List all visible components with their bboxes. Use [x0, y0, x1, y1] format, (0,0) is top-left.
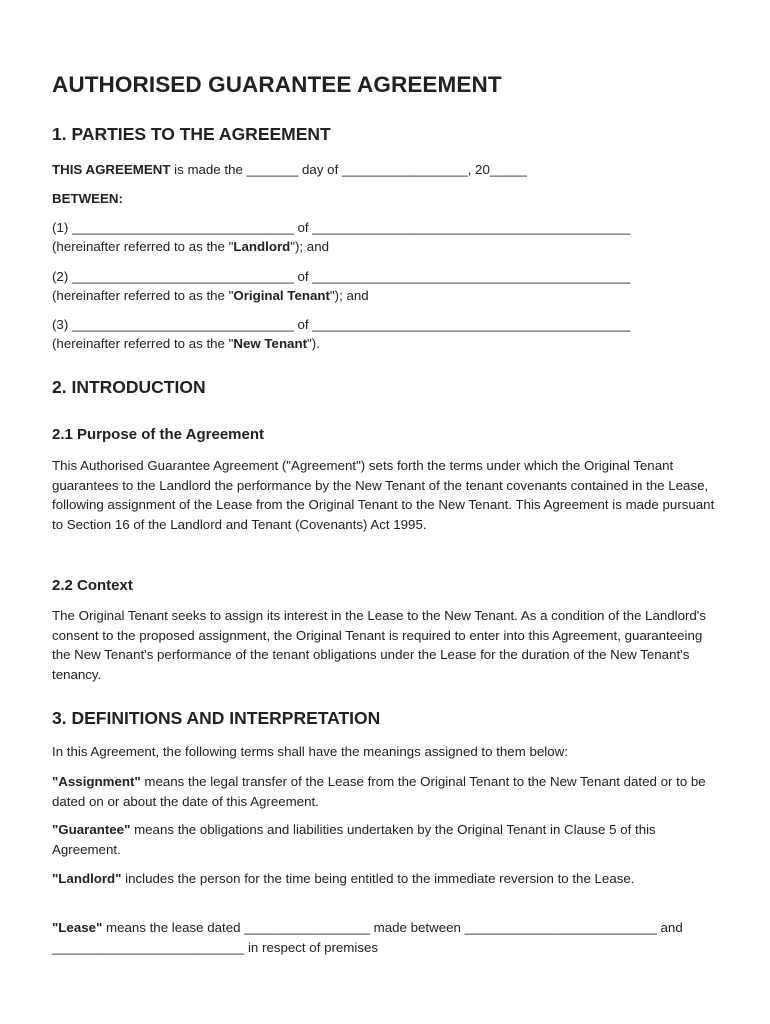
party-2-role: (hereinafter referred to as the "Original Tenant"); and — [52, 288, 369, 303]
term-guarantee: "Guarantee" — [52, 822, 131, 837]
party-3-line: (3) ______________________________ of ___________________________________________ — [52, 317, 631, 332]
definition-lease: "Lease" means the lease dated _________________ made between __________________________ and __________________________ in respect of premises — [52, 920, 683, 955]
role-new-tenant: New Tenant — [233, 336, 308, 351]
party-2-line: (2) ______________________________ of ___________________________________________ — [52, 269, 631, 284]
section-2-heading: 2. INTRODUCTION — [52, 377, 206, 397]
subsection-2-2-heading: 2.2 Context — [52, 577, 133, 594]
subsection-2-1-heading: 2.1 Purpose of the Agreement — [52, 426, 264, 443]
role-original-tenant: Original Tenant — [233, 288, 330, 303]
agreement-date-line — [52, 160, 527, 180]
intro-bold: THIS AGREEMENT — [52, 162, 171, 177]
definition-landlord: "Landlord" includes the person for the time being entitled to the immediate reversion to the Lease. — [52, 871, 635, 886]
section-3-heading: 3. DEFINITIONS AND INTERPRETATION — [52, 708, 381, 728]
intro-rest: is made the _______ day of _________________, 20_____ — [170, 162, 527, 177]
between-label: BETWEEN: — [52, 191, 123, 206]
definitions-intro: In this Agreement, the following terms shall have the meanings assigned to them below: — [52, 744, 568, 759]
document-title: AUTHORISED GUARANTEE AGREEMENT — [52, 72, 502, 97]
subsection-2-2-text: The Original Tenant seeks to assign its interest in the Lease to the New Tenant. As a condition of the Landlord's consent to the proposed assignment, the Original Tenant is required to enter into this Agreement, guaranteeing the New Tenant's performance of the tenant obligations under the Lease for the duration of the New Tenant's tenancy. — [52, 608, 706, 682]
role-landlord: Landlord — [233, 239, 291, 254]
party-1-line: (1) ______________________________ of ___________________________________________ — [52, 220, 631, 235]
subsection-2-1-text: This Authorised Guarantee Agreement ("Agreement") sets forth the terms under which the Original Tenant guarantees to the Landlord the performance by the New Tenant of the tenant covenants contained in the Lease, following assignment of the Lease from the Original Tenant to the New Tenant. This Agreement is made pursuant to Section 16 of the Landlord and Tenant (Covenants) Act 1995. — [52, 458, 715, 532]
term-assignment: "Assignment" — [52, 774, 141, 789]
definition-assignment: "Assignment" means the legal transfer of the Lease from the Original Tenant to the New Tenant dated or to be dated on or about the date of this Agreement. — [52, 774, 706, 809]
party-3-role: (hereinafter referred to as the "New Tenant"). — [52, 336, 320, 351]
term-lease: "Lease" — [52, 920, 103, 935]
party-1-role: (hereinafter referred to as the "Landlord"); and — [52, 239, 329, 254]
section-1-heading: 1. PARTIES TO THE AGREEMENT — [52, 124, 331, 144]
definition-guarantee: "Guarantee" means the obligations and liabilities undertaken by the Original Tenant in Clause 5 of this Agreement. — [52, 822, 656, 857]
term-landlord: "Landlord" — [52, 871, 122, 886]
